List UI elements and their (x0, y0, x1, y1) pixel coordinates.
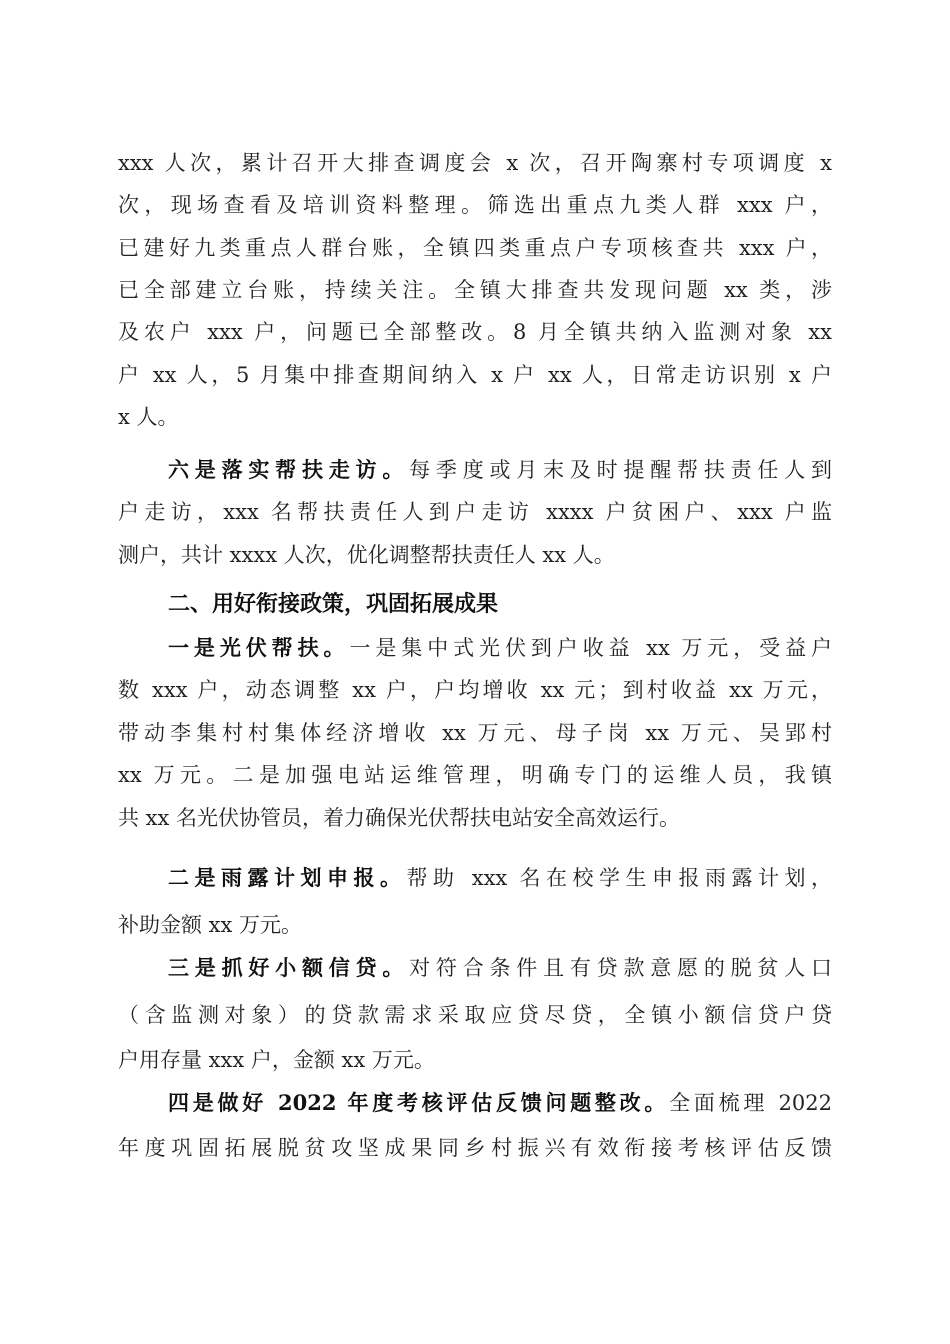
paragraph-text: 每季度或月末及时提醒帮扶责任人到 (409, 458, 832, 482)
paragraph-text: 一是集中式光伏到户收益 xx 万元，受益户 (349, 636, 832, 660)
section-heading: 二、用好衔接政策，巩固拓展成果 (168, 592, 499, 617)
paragraph-lead: 三是抓好小额信贷。 (168, 955, 410, 980)
paragraph-line: 已建好九类重点人群台账，全镇四类重点户专项核查共 xxx 户， (118, 236, 832, 260)
paragraph-line: xxx 人次，累计召开大排查调度会 x 次，召开陶寨村专项调度 x (118, 151, 832, 175)
paragraph-line: 已全部建立台账，持续关注。全镇大排查共发现问题 xx 类，涉 (118, 278, 832, 302)
paragraph-first-line (168, 1088, 832, 1118)
paragraph-line: 年度巩固拓展脱贫攻坚成果同乡村振兴有效衔接考核评估反馈 (118, 1136, 832, 1160)
paragraph-line: 及农户 xxx 户，问题已全部整改。8 月全镇共纳入监测对象 xx (118, 320, 832, 344)
paragraph-first-line (168, 633, 832, 663)
paragraph-line: 户用存量 xxx 户，金额 xx 万元。 (118, 1048, 435, 1072)
paragraph-line: 带动李集村村集体经济增收 xx 万元、母子岗 xx 万元、吴郢村 (118, 721, 832, 745)
paragraph-lead: 二是雨露计划申报。 (168, 865, 407, 890)
paragraph-text: 全面梳理 2022 (669, 1091, 832, 1115)
paragraph-line: 测户，共计 xxxx 人次，优化调整帮扶责任人 xx 人。 (118, 543, 615, 567)
paragraph-line: xx 万元。二是加强电站运维管理，明确专门的运维人员，我镇 (118, 763, 832, 787)
paragraph-first-line (168, 953, 832, 983)
paragraph-line: 次，现场查看及培训资料整理。筛选出重点九类人群 xxx 户， (118, 193, 832, 217)
paragraph-first-line (168, 455, 832, 485)
paragraph-line: 共 xx 名光伏协管员，着力确保光伏帮扶电站安全高效运行。 (118, 806, 681, 830)
paragraph-line: 数 xxx 户，动态调整 xx 户，户均增收 xx 元；到村收益 xx 万元， (118, 678, 832, 702)
paragraph-line: 户走访，xxx 名帮扶责任人到户走访 xxxx 户贫困户、xxx 户监 (118, 500, 832, 524)
paragraph-lead: 一是光伏帮扶。 (168, 635, 350, 660)
paragraph-line: （含监测对象）的贷款需求采取应贷尽贷，全镇小额信贷户贷 (118, 1003, 832, 1027)
paragraph-line: 补助金额 xx 万元。 (118, 913, 303, 937)
paragraph-text: 帮助 xxx 名在校学生申报雨露计划， (406, 866, 832, 890)
paragraph-lead: 四是做好 2022 年度考核评估反馈问题整改。 (168, 1090, 670, 1115)
paragraph-line: 户 xx 人，5 月集中排查期间纳入 x 户 xx 人，日常走访识别 x 户 (118, 363, 832, 387)
paragraph-lead: 六是落实帮扶走访。 (168, 457, 410, 482)
paragraph-first-line (168, 863, 832, 893)
paragraph-line: x 人。 (118, 405, 179, 429)
paragraph-text: 对符合条件且有贷款意愿的脱贫人口 (409, 956, 832, 980)
